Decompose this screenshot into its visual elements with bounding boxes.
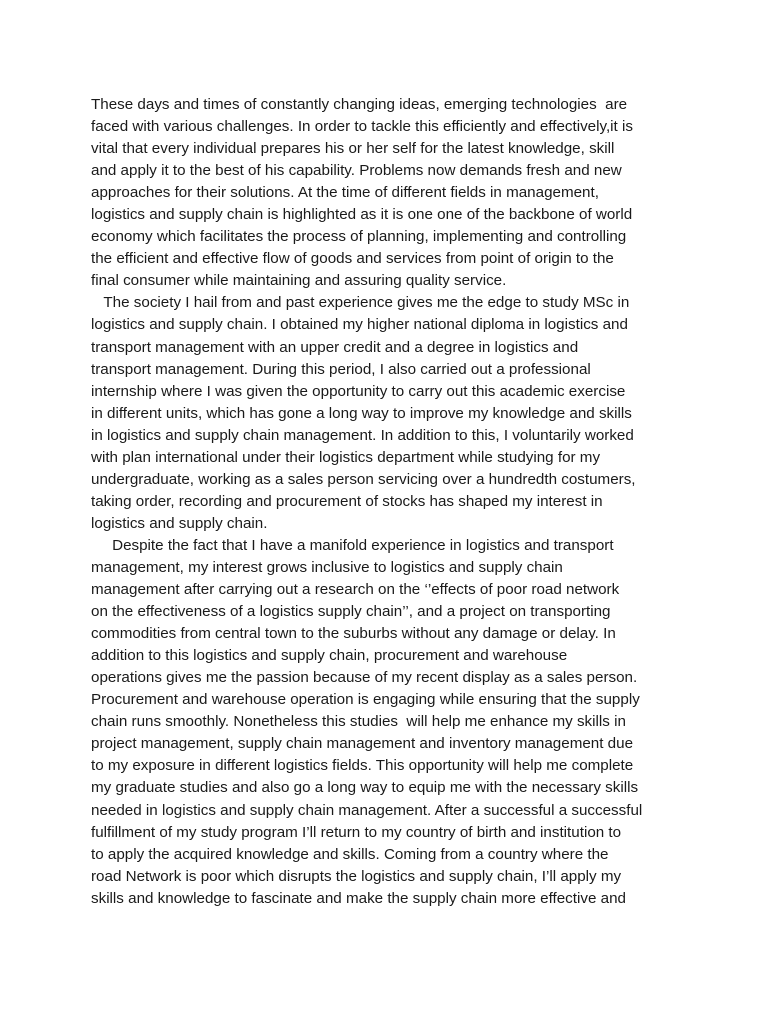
text-line: final consumer while maintaining and assuring quality service. bbox=[91, 272, 507, 290]
text-line: logistics and supply chain is highlighted as it is one one of the backbone of world bbox=[91, 206, 633, 224]
text-line: road Network is poor which disrupts the logistics and supply chain, I’ll apply my bbox=[91, 867, 622, 885]
text-line: project management, supply chain management and inventory management due bbox=[91, 735, 634, 753]
text-line: undergraduate, working as a sales person servicing over a hundredth costumers, bbox=[91, 470, 636, 488]
text-line: chain runs smoothly. Nonetheless this studies will help me enhance my skills in bbox=[91, 713, 626, 731]
text-line: management after carrying out a research on the ‘’effects of poor road network bbox=[91, 581, 620, 599]
text-line: my graduate studies and also go a long way to equip me with the necessary skills bbox=[91, 779, 639, 797]
text-line: the efficient and effective flow of goods and services from point of origin to the bbox=[91, 250, 614, 268]
body-text bbox=[91, 94, 731, 910]
text-line: to my exposure in different logistics fields. This opportunity will help me complete bbox=[91, 757, 634, 775]
text-line: fulfillment of my study program I’ll return to my country of birth and institution to bbox=[91, 823, 622, 841]
text-line: faced with various challenges. In order to tackle this efficiently and effectively,it is bbox=[91, 118, 633, 136]
text-line: and apply it to the best of his capability. Problems now demands fresh and new bbox=[91, 162, 622, 180]
text-line: needed in logistics and supply chain management. After a successful a successful bbox=[91, 801, 643, 819]
text-line: skills and knowledge to fascinate and make the supply chain more effective and bbox=[91, 889, 626, 907]
text-line: Procurement and warehouse operation is engaging while ensuring that the supply bbox=[91, 691, 640, 709]
text-line: transport management with an upper credit and a degree in logistics and bbox=[91, 338, 579, 356]
text-line: Despite the fact that I have a manifold experience in logistics and transport bbox=[91, 536, 614, 554]
text-line: These days and times of constantly changing ideas, emerging technologies are bbox=[91, 96, 628, 113]
text-line: taking order, recording and procurement of stocks has shaped my interest in bbox=[91, 492, 603, 510]
text-line: operations gives me the passion because of my recent display as a sales person. bbox=[91, 669, 638, 687]
text-line: on the effectiveness of a logistics supply chain’’, and a project on transporting bbox=[91, 603, 611, 621]
text-line: with plan international under their logistics department while studying for my bbox=[91, 448, 601, 466]
text-line: in logistics and supply chain management. In addition to this, I voluntarily worked bbox=[91, 426, 634, 444]
text-line: transport management. During this period, I also carried out a professional bbox=[91, 360, 591, 378]
text-line: commodities from central town to the suburbs without any damage or delay. In bbox=[91, 625, 616, 643]
text-line: in different units, which has gone a long way to improve my knowledge and skills bbox=[91, 404, 632, 422]
text-line: logistics and supply chain. bbox=[91, 514, 268, 532]
text-line: The society I hail from and past experience gives me the edge to study MSc in bbox=[91, 294, 630, 312]
text-line: vital that every individual prepares his or her self for the latest knowledge, skill bbox=[91, 140, 615, 158]
text-line: to apply the acquired knowledge and skills. Coming from a country where the bbox=[91, 845, 609, 863]
text-line: logistics and supply chain. I obtained my higher national diploma in logistics and bbox=[91, 316, 628, 334]
text-line: internship where I was given the opportunity to carry out this academic exercise bbox=[91, 382, 626, 400]
text-line: addition to this logistics and supply chain, procurement and warehouse bbox=[91, 647, 568, 665]
text-line: management, my interest grows inclusive to logistics and supply chain bbox=[91, 558, 563, 576]
text-line: approaches for their solutions. At the time of different fields in management, bbox=[91, 184, 599, 202]
text-line: economy which facilitates the process of planning, implementing and controlling bbox=[91, 228, 627, 246]
